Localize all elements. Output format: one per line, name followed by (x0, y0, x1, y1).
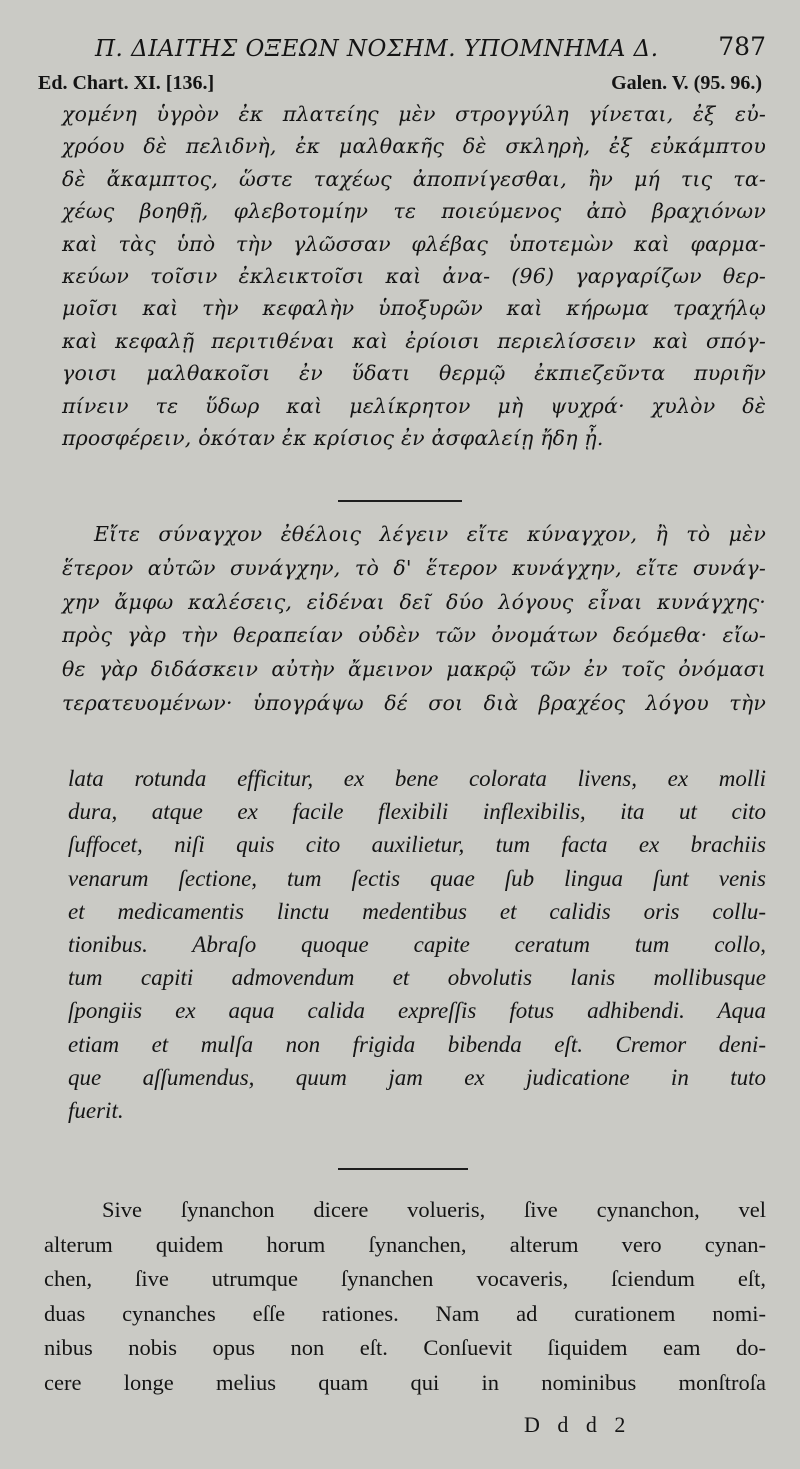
text-line: venarum ſectione, tum ſectis quae ſub lingua ſunt venis (68, 865, 766, 891)
edition-reference-chartier: Ed. Chart. XI. [136.] (38, 72, 215, 94)
text-line: μοῖσι καὶ τὴν κεφαλὴν ὑποξυρῶν καὶ κήρωμα τραχήλῳ (62, 296, 766, 321)
text-line: etiam et mulſa non frigida bibenda eſt. Cremor deni- (68, 1031, 766, 1057)
text-line: tum capiti admovendum et obvolutis lanis mollibusque (68, 965, 766, 991)
latin-passage-1 (68, 762, 766, 1127)
text-line: tionibus. Abraſo quoque capite ceratum tum collo, (68, 931, 766, 957)
section-divider (338, 500, 462, 502)
running-head (0, 30, 800, 64)
text-line: χρόου δὲ πελιδνὴ, ἐκ μαλθακῆς δὲ σκληρὴ, ἐξ εὐκάμπτου (62, 134, 766, 159)
page-number: 787 (718, 32, 766, 61)
text-line: cere longe melius quam qui in nominibus monſtroſa (44, 1369, 766, 1395)
text-line: καὶ τὰς ὑπὸ τὴν γλῶσσαν φλέβας ὑποτεμὼν καὶ φαρμα- (62, 231, 766, 256)
text-line: χην ἄμφω καλέσεις, εἰδέναι δεῖ δύο λόγους εἶναι κυνάγχης· (62, 589, 766, 614)
text-line: Εἴτε σύναγχον ἐθέλοις λέγειν εἴτε κύναγχον, ἢ τὸ μὲν (94, 522, 766, 546)
text-line: duas cynanches eſſe rationes. Nam ad curationem nomi- (44, 1300, 766, 1326)
text-line: chen, ſive utrumque ſynanchen vocaveris, ſciendum eſt, (44, 1266, 766, 1291)
running-title: Π. ΔΙΑΙΤΗΣ ΟΞΕΩΝ ΝΟΣΗΜ. ΥΠΟΜΝΗΜΑ Δ. (95, 36, 659, 62)
greek-passage-2 (62, 518, 766, 721)
text-line: alterum quidem horum ſynanchen, alterum vero cynan- (44, 1231, 766, 1257)
latin-passage-2 (44, 1193, 766, 1400)
text-line: προσφέρειν, ὁκόταν ἐκ κρίσιος ἐν ἀσφαλείῃ ἤδη ᾖ. (62, 425, 604, 450)
text-line: θε γὰρ διδάσκειν αὐτὴν ἄμεινον μακρῷ τῶν ἐν τοῖς ὀνόμασι (62, 657, 766, 682)
text-line: καὶ κεφαλῇ περιτιθέναι καὶ ἐρίοισι περιελίσσειν καὶ σπόγ- (62, 328, 766, 353)
text-line: ſuffocet, niſi quis cito auxilietur, tum facta ex brachiis (68, 832, 766, 858)
text-line: Sive ſynanchon dicere volueris, ſive cynanchon, vel (102, 1197, 766, 1222)
text-line: τερατευομένων· ὑπογράψω δέ σοι διὰ βραχέος λόγου τὴν (62, 690, 766, 715)
text-line: πίνειν τε ὕδωρ καὶ μελίκρητον μὴ ψυχρά· χυλὸν δὲ (62, 393, 766, 418)
text-line: χέως βοηθῇ, φλεβοτομίην τε ποιεύμενος ἀπὸ βραχιόνων (62, 199, 766, 224)
text-line: ſpongiis ex aqua calida expreſſis fotus adhibendi. Aqua (68, 998, 766, 1024)
text-line: χομένη ὑγρὸν ἐκ πλατείης μὲν στρογγύλη γίνεται, ἐξ εὐ- (62, 102, 766, 126)
text-line: dura, atque ex facile flexibili inflexibilis, ita ut cito (68, 799, 766, 825)
signature-mark: D d d 2 (524, 1412, 632, 1437)
text-line: δὲ ἄκαμπτος, ὥστε ταχέως ἀποπνίγεσθαι, ἢν μή τις τα- (62, 166, 766, 191)
text-line: fuerit. (68, 1097, 124, 1123)
text-line: κεύων τοῖσιν ἐκλεικτοῖσι καὶ ἀνα- (96) γαργαρίζων θερ- (62, 263, 766, 288)
text-line: γοισι μαλθακοῖσι ἐν ὕδατι θερμῷ ἐκπιεζεῦντα πυριῆν (62, 361, 766, 386)
text-line: nibus nobis opus non eſt. Conſuevit ſiquidem eam do- (44, 1335, 766, 1360)
text-line: que aſſumendus, quum jam ex judicatione in tuto (68, 1064, 766, 1090)
text-line: lata rotunda efficitur, ex bene colorata livens, ex molli (68, 766, 766, 791)
greek-passage-1 (62, 98, 766, 454)
text-line: et medicamentis linctu medentibus et calidis oris collu- (68, 898, 766, 924)
text-line: πρὸς γὰρ τὴν θεραπείαν οὐδὲν τῶν ὀνομάτων δεόμεθα· εἴω- (62, 623, 766, 648)
text-line: ἕτερον αὐτῶν συνάγχην, τὸ δ' ἕτερον κυνάγχην, εἴτε συνάγ- (62, 555, 766, 580)
section-divider (338, 1168, 468, 1170)
edition-reference-galen: Galen. V. (95. 96.) (611, 72, 762, 94)
